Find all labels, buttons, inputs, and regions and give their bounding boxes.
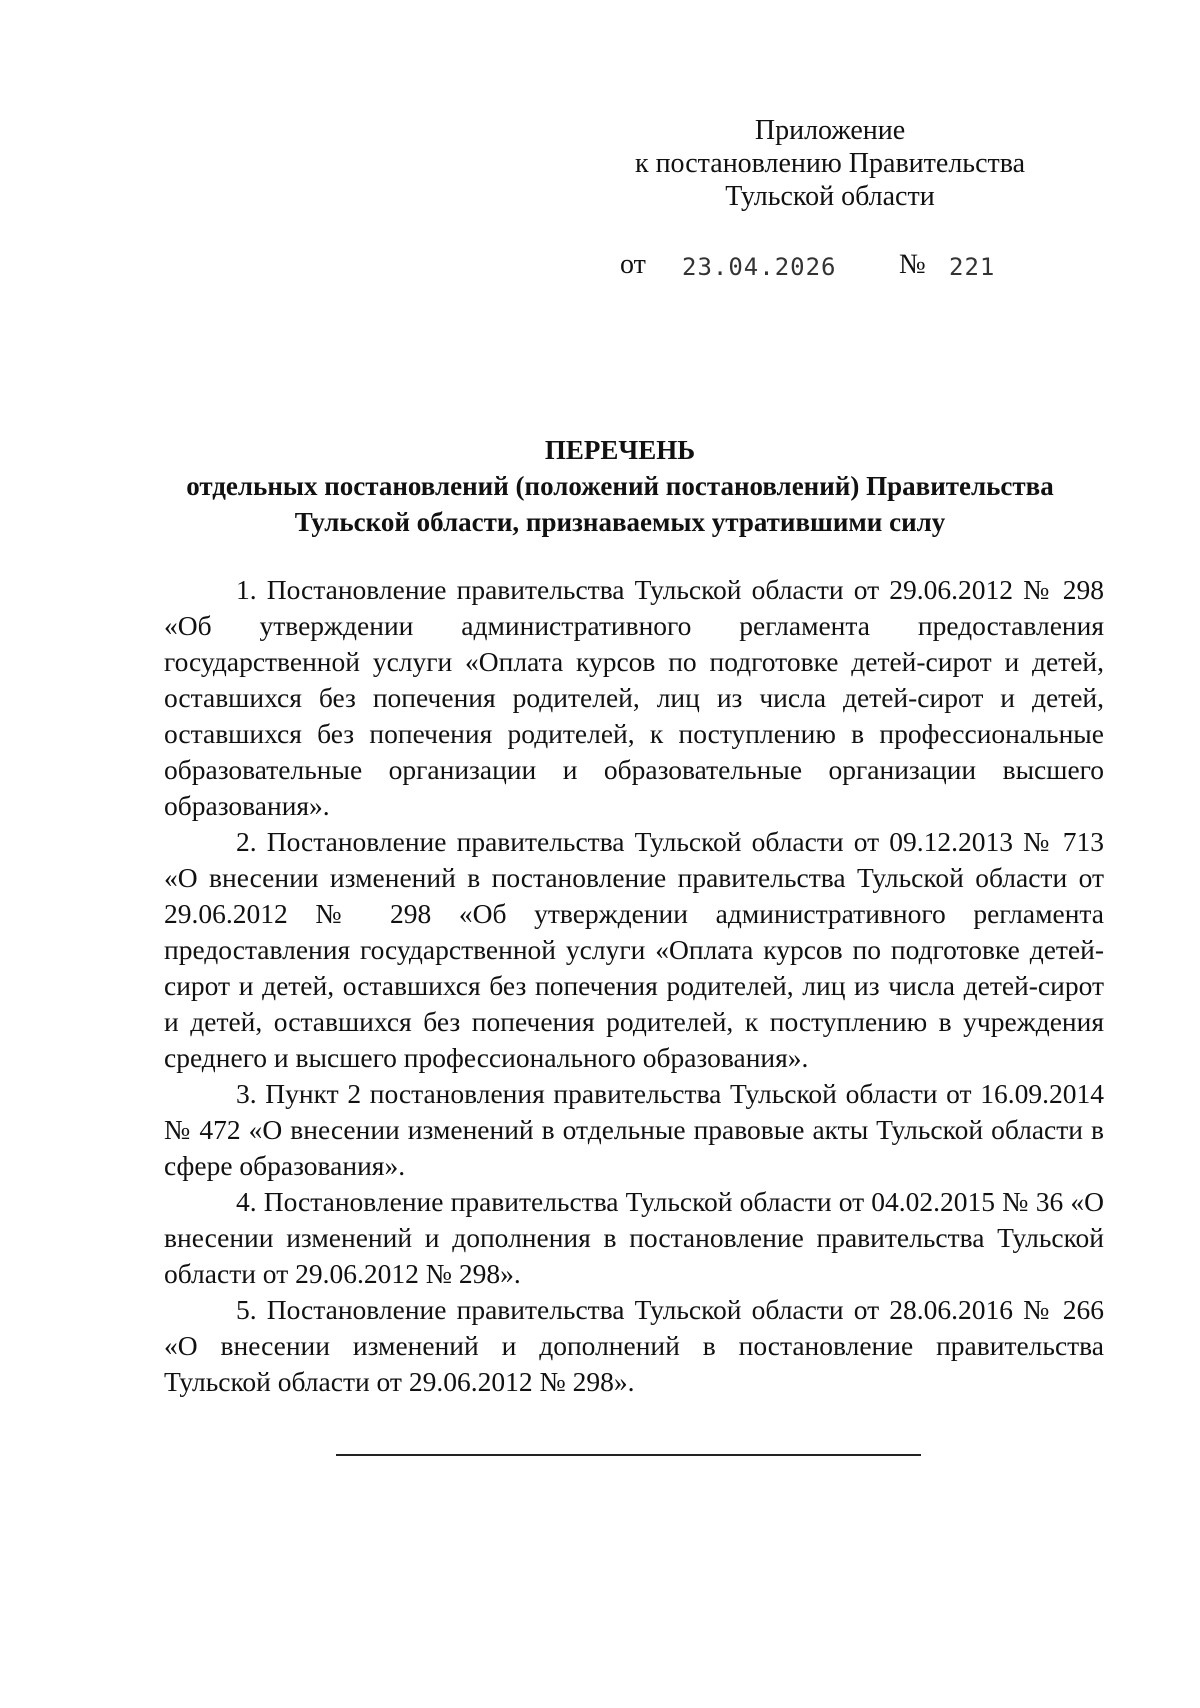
appendix-title: Приложение xyxy=(754,115,906,146)
document-title xyxy=(150,432,1090,540)
appendix-line-region: Тульской области xyxy=(725,181,935,212)
title-heading: ПЕРЕЧЕНЬ xyxy=(544,435,696,465)
resolution-date: 23.04.2026 xyxy=(682,253,837,281)
title-subtitle-line-2: Тульской области, признаваемых утратившими силу xyxy=(294,507,946,537)
list-item-1: 1. Постановление правительства Тульской области от 29.06.2012 № 298 «Об утверждении административного регламента предоставления государственной услуги «Оплата курсов по подготовке детей-сирот и детей, оставшихся без попечения родителей, лиц из числа детей-сирот и детей, оставшихся без попечения родителей, к поступлению в профессиональные образовательные организации и образовательные организации высшего образования». xyxy=(164,574,1104,821)
closing-divider xyxy=(336,1454,921,1456)
appendix-line-resolution: к постановлению Правительства xyxy=(634,148,1026,179)
list-of-resolutions xyxy=(164,572,1104,1400)
resolution-number: 221 xyxy=(949,253,996,281)
appendix-header xyxy=(600,114,1060,213)
list-item-3: 3. Пункт 2 постановления правительства Тульской области от 16.09.2014 № 472 «О внесении изменений в отдельные правовые акты Тульской области в сфере образования». xyxy=(164,1078,1104,1181)
number-label: № xyxy=(899,249,926,280)
list-item-2: 2. Постановление правительства Тульской области от 09.12.2013 № 713 «О внесении изменений в постановление правительства Тульской области от 29.06.2012 № 298 «Об утверждении административного регламента предоставления государственной услуги «Оплата курсов по подготовке детей-сирот и детей, оставшихся без попечения родителей, лиц из числа детей-сирот и детей, оставшихся без попечения родителей, к поступлению в учреждения среднего и высшего профессионального образования». xyxy=(164,826,1104,1073)
title-subtitle-line-1: отдельных постановлений (положений постановлений) Правительства xyxy=(186,471,1054,501)
list-item-4: 4. Постановление правительства Тульской области от 04.02.2015 № 36 «О внесении изменений и дополнения в постановление правительства Тульской области от 29.06.2012 № 298». xyxy=(164,1186,1104,1289)
date-label: от xyxy=(620,249,646,280)
list-item-5: 5. Постановление правительства Тульской области от 28.06.2016 № 266 «О внесении изменений и дополнений в постановление правительства Тульской области от 29.06.2012 № 298». xyxy=(164,1294,1104,1397)
